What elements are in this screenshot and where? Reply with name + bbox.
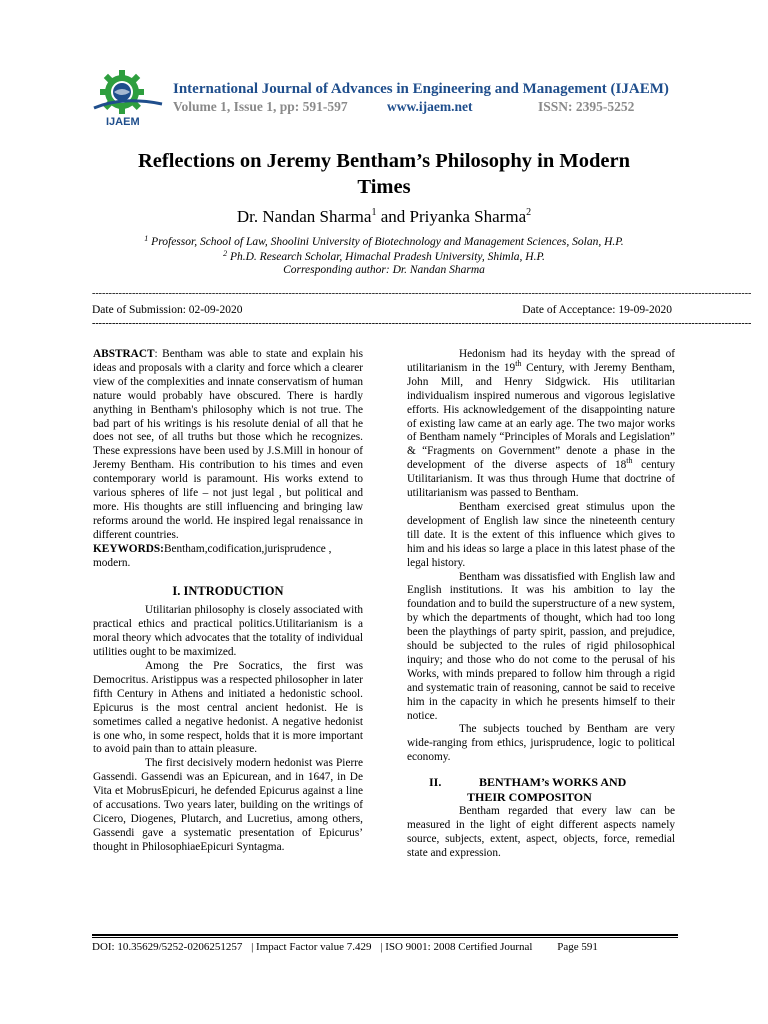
- keywords-text: Bentham,codification,jurisprudence , modern.: [93, 542, 332, 569]
- affiliation-2-text: Ph.D. Research Scholar, Himachal Pradesh University, Shimla, H.P.: [227, 251, 545, 263]
- right-paragraph-1b: Century, with Jeremy Bentham, John Mill, and Henry Sidgwick. His utilitarian individualism inspired numerous and vigorous legislative efforts. His acknowledgement of the disappointing nature of existing law came at an early age. The two major works of Bentham namely “Principles of Morals and Legislation” & “Fragments on Government” denote a phase in the development of the diverse aspects of 18: [407, 361, 675, 472]
- divider-bottom: ------------------------------------------------------------------------------------------------------------------------------------------------------------------------------------------------------: [92, 318, 752, 329]
- journal-issn: ISSN: 2395-5252: [538, 99, 635, 114]
- footer-page-number: Page 591: [557, 941, 598, 953]
- footer-impact-factor: | Impact Factor value 7.429: [251, 941, 372, 953]
- author-2-sup: 2: [526, 207, 532, 218]
- paper-title-line-2: Times: [357, 176, 411, 198]
- section-2-line-1: BENTHAM’s WORKS AND: [479, 775, 627, 790]
- author-line: [90, 207, 678, 227]
- affiliation-1-sup: 1: [144, 234, 149, 243]
- journal-logo: [92, 68, 164, 128]
- right-paragraph-1-sup2: th: [626, 456, 633, 466]
- author-2: and Priyanka Sharma: [376, 207, 527, 226]
- paper-title-line-1: Reflections on Jeremy Bentham’s Philosophy in Modern: [138, 150, 630, 172]
- submission-date: Date of Submission: 02-09-2020: [92, 304, 243, 316]
- keywords-label: KEYWORDS:: [93, 542, 164, 555]
- author-1-sup: 1: [371, 207, 377, 218]
- journal-volume: Volume 1, Issue 1, pp: 591-597: [173, 99, 348, 114]
- footer-iso: | ISO 9001: 2008 Certified Journal: [380, 941, 533, 953]
- keywords: [93, 543, 363, 571]
- section-2-number: II.: [429, 775, 442, 790]
- right-paragraph-2: Bentham exercised great stimulus upon the development of English law since the nineteenth century till date. It is the extent of this influence which gives to him and his ideas so large a place in this latest phase of the legal history.: [407, 500, 675, 569]
- journal-title: International Journal of Advances in Engineering and Management (IJAEM): [173, 81, 669, 97]
- corresponding-author: Corresponding author: Dr. Nandan Sharma: [283, 264, 485, 276]
- section-heading-introduction: I. INTRODUCTION: [172, 583, 284, 598]
- acceptance-date: Date of Acceptance: 19-09-2020: [522, 304, 672, 316]
- affiliation-2: [60, 249, 708, 263]
- footer-rule-thin: [92, 937, 678, 938]
- footer-rule-thick: [92, 934, 678, 936]
- journal-website-link[interactable]: www.ijaem.net: [387, 99, 473, 114]
- intro-paragraph-1: Utilitarian philosophy is closely associated with practical ethics and practical politics.Utilitarianism is a moral theory which advocates that the totality of individual utilities ought to be maximized.: [93, 604, 363, 659]
- section-2-line-2: THEIR COMPOSITON: [467, 790, 592, 805]
- svg-text:IJAEM: IJAEM: [106, 116, 140, 128]
- affiliation-1: [60, 234, 708, 248]
- right-paragraph-3: Bentham was dissatisfied with English law and English institutions. It was his ambition to lay the foundation and to build the superstructure of a new system, by which the departments of thought, which had too long been the playthings of party spirit, passion, and prejudice, should be subjected to the rules of rigid philosophical inquiry; and those who do not come to the perusal of his Works, with minds prepared to follow him through a rigid and systematic train of reasoning, cannot be said to receive him in the capacity in which he presents himself to their notice.: [407, 570, 675, 722]
- section-heading-works: [407, 775, 675, 805]
- footer-doi: DOI: 10.35629/5252-0206251257: [92, 941, 243, 953]
- right-column: [407, 348, 675, 861]
- right-paragraph-1c: century Utilitarianism. It was thus through Hume that doctrine of utilitarianism was passed to Bentham.: [407, 459, 675, 500]
- paper-title: [90, 148, 678, 200]
- right-paragraph-1: [407, 348, 675, 501]
- abstract: [93, 348, 363, 543]
- abstract-label: ABSTRACT: [93, 348, 155, 360]
- intro-paragraph-3: The first decisively modern hedonist was Pierre Gassendi. Gassendi was an Epicurean, and in 1647, in De Vita et MobrusEpicuri, he defended Epicurus against a line of accusations. Two years later, building on the writings of Cicero, Diogenes, Plutarch, and Lucretius, among others, Gassendi gave a systematic presentation of Epicurus’ thought in PhilosophiaeEpicuri Syntagma.: [93, 757, 363, 853]
- dates-row: [92, 304, 672, 316]
- gear-globe-icon: [92, 68, 164, 128]
- divider-top: ------------------------------------------------------------------------------------------------------------------------------------------------------------------------------------------------------: [92, 288, 752, 299]
- right-paragraph-4: The subjects touched by Bentham are very wide-ranging from ethics, jurisprudence, logic to political economy.: [407, 723, 675, 764]
- page-footer: [92, 941, 678, 953]
- left-column: [93, 348, 363, 855]
- affiliation-2-sup: 2: [223, 249, 228, 258]
- abstract-text: : Bentham was able to state and explain his ideas and proposals with a clarity and force which a clearer view of the complexities and innate conservatism of human nature would probably have obscured. There is hardly anything in Bentham's philosophy which is not true. The bad part of his writings is his resolute denial of all that he does not see, of all truths but those which he recognizes. These expressions have been used by J.S.Mill in honour of Jeremy Bentham. His contribution to his times and even contemporary world is paramount. His works extend to various spheres of life – not just legal , but political and more. His thoughts are still influencing and bringing law reforms around the world. He inspired legal renaissance in different countries.: [93, 348, 363, 541]
- right-paragraph-1a: Hedonism had its heyday with the spread of utilitarianism in the 19: [407, 348, 675, 374]
- right-paragraph-5: Bentham regarded that every law can be measured in the light of eight different aspects namely source, subjects, extent, aspect, objects, force, remedial state and expression.: [407, 805, 675, 859]
- intro-paragraph-2: Among the Pre Socratics, the first was Democritus. Aristippus was a respected philosopher in later fifth Century in Athens and initiated a hedonistic school. Epicurus is the most central ancient hedonist. He is sometimes called a negative hedonist. A negative hedonist is one who, in some respect, holds that it is more important to avoid pain than to attain pleasure.: [93, 660, 363, 756]
- author-1: Dr. Nandan Sharma: [236, 207, 372, 226]
- right-paragraph-1-sup: th: [515, 358, 522, 368]
- affiliation-1-text: Professor, School of Law, Shoolini University of Biotechnology and Management Sciences, Solan, H.P.: [148, 236, 624, 248]
